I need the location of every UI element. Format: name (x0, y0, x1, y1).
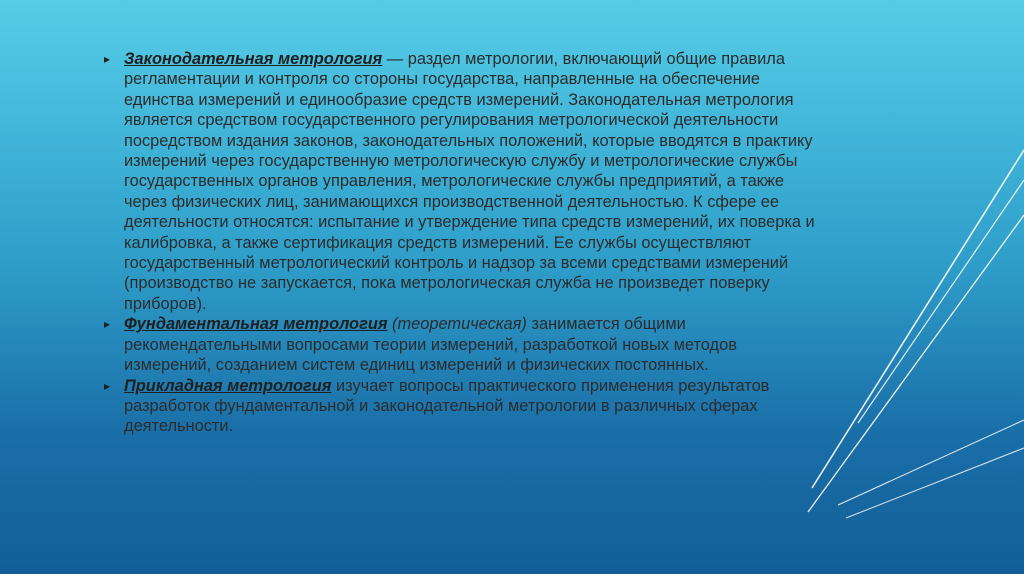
list-item-fundamental-metrology (100, 314, 820, 375)
bullet-arrow-icon: ▸ (103, 378, 111, 393)
bullet-list (100, 49, 820, 437)
term-applied-metrology: Прикладная метрология (124, 376, 332, 395)
bullet-arrow-icon: ▸ (103, 317, 111, 332)
term-legal-metrology: Законодательная метрология (124, 50, 383, 68)
list-item-legal-metrology (100, 49, 820, 314)
deco-line-1 (812, 150, 1024, 488)
deco-line-3 (808, 215, 1024, 512)
definition-applied-metrology: изучает вопросы практического применения результатов разработок фундаментальной и законодательной метрологии в различных сферах деятельности. (124, 376, 770, 436)
term-fundamental-metrology: Фундаментальная метрология (124, 315, 388, 334)
deco-line-2 (858, 180, 1024, 423)
definition-fundamental-metrology: занимается общими рекомендательными вопросами теории измерений, разработкой новых методов измерений, созданием систем единиц измерений и физических постоянных. (124, 315, 737, 375)
term-fundamental-qualifier: (теоретическая) (387, 315, 527, 334)
definition-legal-metrology: — раздел метрологии, включающий общие правила регламентации и контроля со стороны государства, направленные на обеспечение единства измерений и единообразие средств измерений. Законодательная метрология является средством государственного регулирования метрологической деятельности посредством издания законов, законодательных положений, которые вводятся в практику измерений через государственную метрологическую службу и метрологические службы государственных органов управления, метрологические службы предприятий, а также через физических лиц, занимающихся производственной деятельностью. К сфере ее деятельности относятся: испытание и утверждение типа средств измерений, их поверка и калибровка, а также сертификация средств измерений. Ее службы осуществляют государственный метрологический контроль и надзор за всеми средствами измерений (производство не запускается, пока метрологическая служба не произведет поверку приборов). (124, 50, 815, 313)
deco-line-5 (846, 448, 1024, 518)
bullet-arrow-icon: ▸ (103, 52, 111, 66)
list-item-applied-metrology (100, 376, 820, 437)
